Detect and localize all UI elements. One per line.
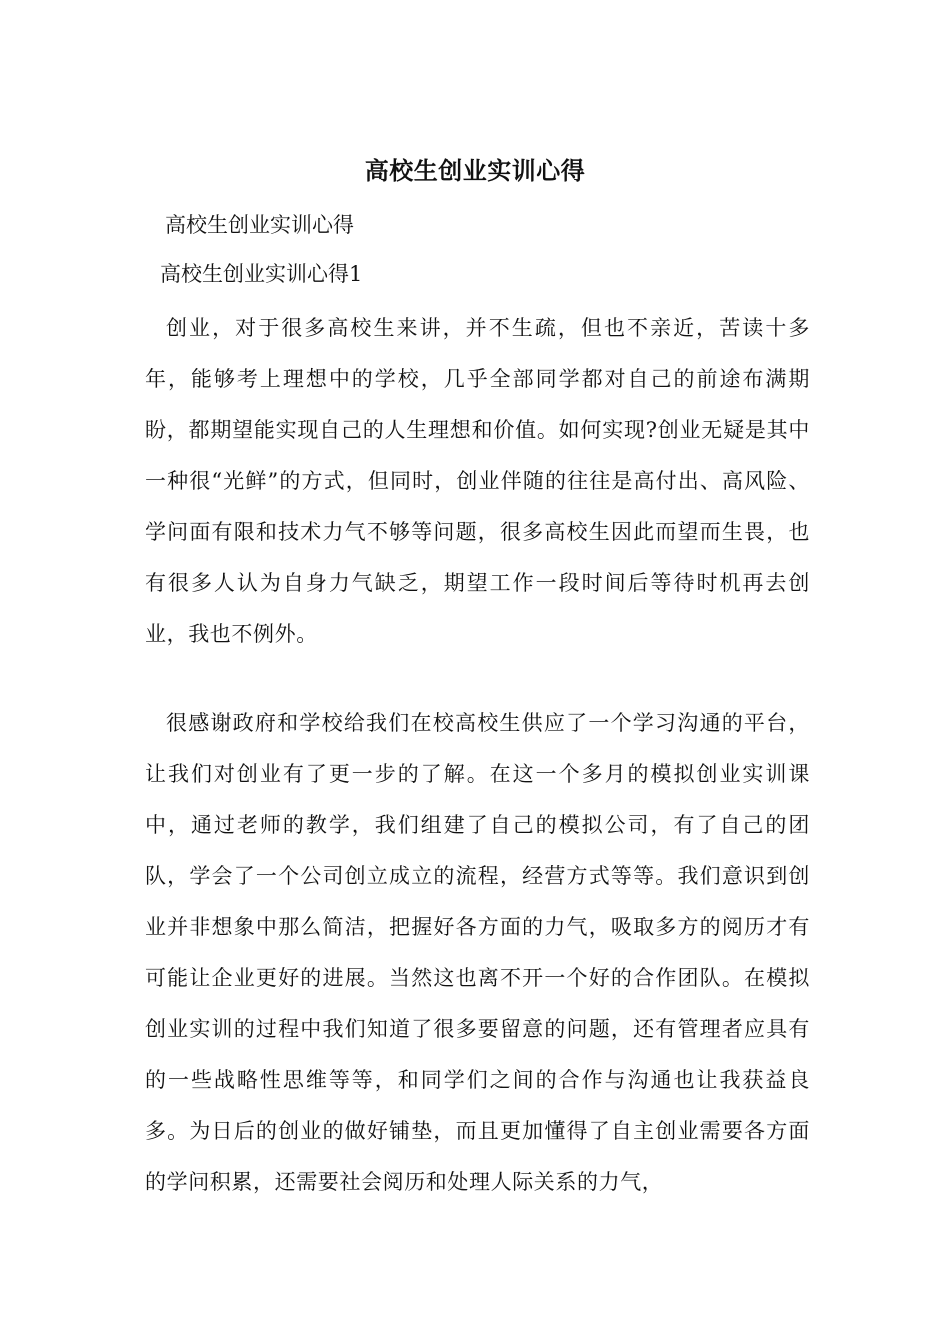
body-paragraph-2: 很感谢政府和学校给我们在校高校生供应了一个学习沟通的平台，让我们对创业有了更一步的了解。在这一个多月的模拟创业实训课中，通过老师的教学，我们组建了自己的模拟公司，有了自己的团队，学会了一个公司创立成立的流程，经营方式等等。我们意识到创业并非想象中那么简洁，把握好各方面的力气，吸取多方的阅历才有可能让企业更好的进展。当然这也离不开一个好的合作团队。在模拟创业实训的过程中我们知道了很多要留意的问题，还有管理者应具有的一些战略性思维等等，和同学们之间的合作与沟通也让我获益良多。为日后的创业的做好铺垫，而且更加懂得了自主创业需要各方面的学问积累，还需要社会阅历和处理人际关系的力气，	[145, 711, 810, 1194]
body-paragraph-1: 创业，对于很多高校生来讲，并不生疏，但也不亲近，苦读十多年，能够考上理想中的学校，几乎全部同学都对自己的前途布满期盼，都期望能实现自己的人生理想和价值。如何实现?创业无疑是其中一种很“光鲜”的方式，但同时，创业伴随的往往是高付出、高风险、学问面有限和技术力气不够等问题，很多高校生因此而望而生畏，也有很多人认为自身力气缺乏，期望工作一段时间后等待时机再去创业，我也不例外。	[145, 316, 810, 646]
document-subtitle: 高校生创业实训心得	[165, 213, 354, 237]
section-heading: 高校生创业实训心得1	[160, 262, 363, 286]
document-title: 高校生创业实训心得	[364, 156, 586, 185]
